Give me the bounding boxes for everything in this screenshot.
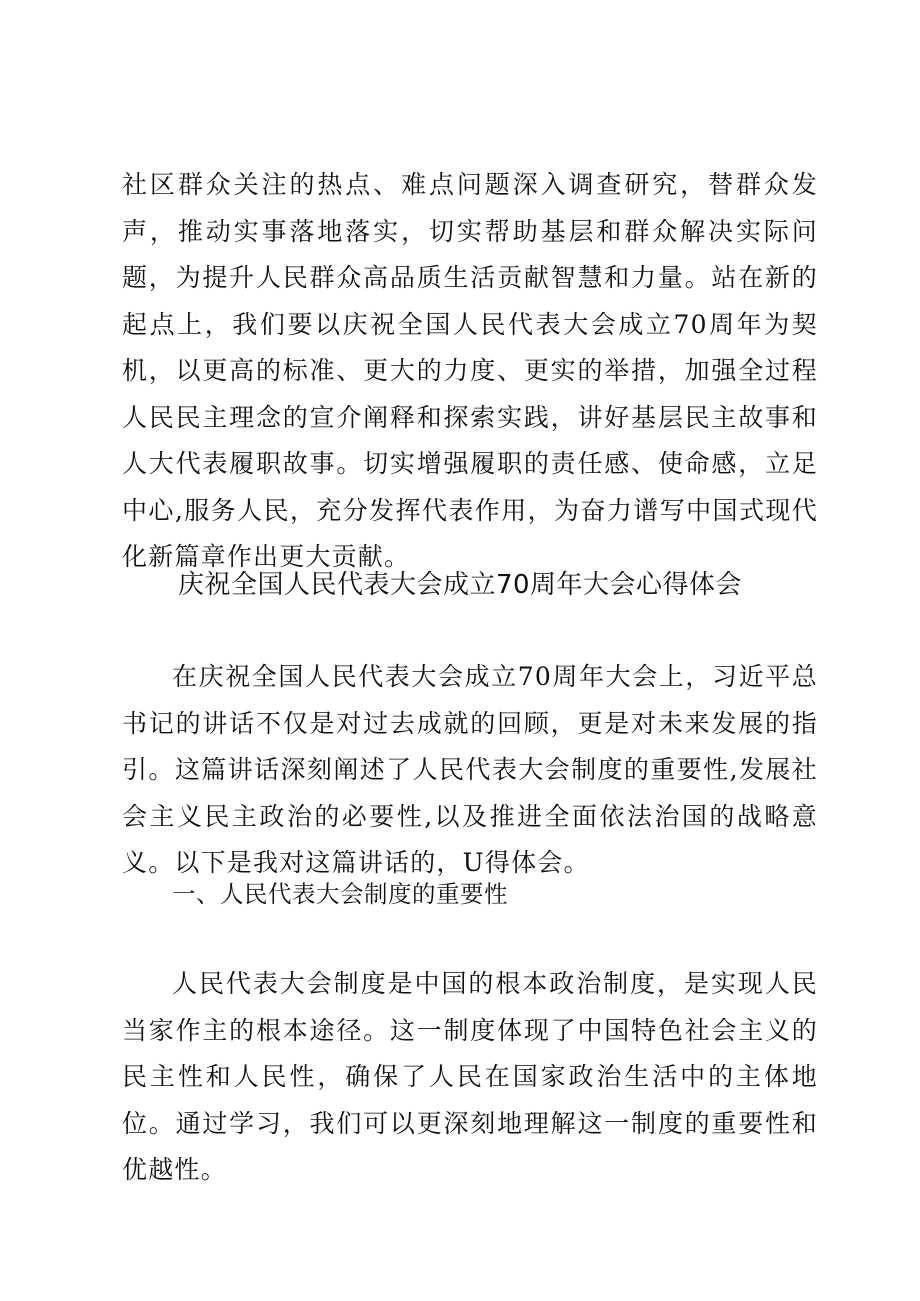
document-title: 庆祝全国人民代表大会成立70周年大会心得体会: [177, 570, 743, 600]
section-heading-1: 一、人民代表大会制度的重要性: [172, 880, 508, 908]
intro-paragraph: 在庆祝全国人民代表大会成立70周年大会上，习近平总书记的讲话不仅是对过去成就的回顾，更是对未来发展的指引。这篇讲话深刻阐述了人民代表大会制度的重要性,发展社会主义民主政治的必要性,以及推进全面依法治国的战略意义。以下是我对这篇讲话的，U得体会。: [122, 662, 818, 877]
body-paragraph-continued: 社区群众关注的热点、难点问题深入调查研究，替群众发声，推动实事落地落实，切实帮助基层和群众解决实际问题，为提升人民群众高品质生活贡献智慧和力量。站在新的起点上，我们要以庆祝全国人民代表大会成立70周年为契机，以更高的标准、更大的力度、更实的举措，加强全过程人民民主理念的宣介阐释和探索实践，讲好基层民主故事和人大代表履职故事。切实增强履职的责任感、使命感，立足中心,服务人民，充分发挥代表作用，为奋力谱写中国式现代化新篇章作出更大贡献。: [122, 170, 818, 571]
section-1-paragraph: 人民代表大会制度是中国的根本政治制度，是实现人民当家作主的根本途径。这一制度体现了中国特色社会主义的民主性和人民性，确保了人民在国家政治生活中的主体地位。通过学习，我们可以更深刻地理解这一制度的重要性和优越性。: [122, 969, 818, 1184]
